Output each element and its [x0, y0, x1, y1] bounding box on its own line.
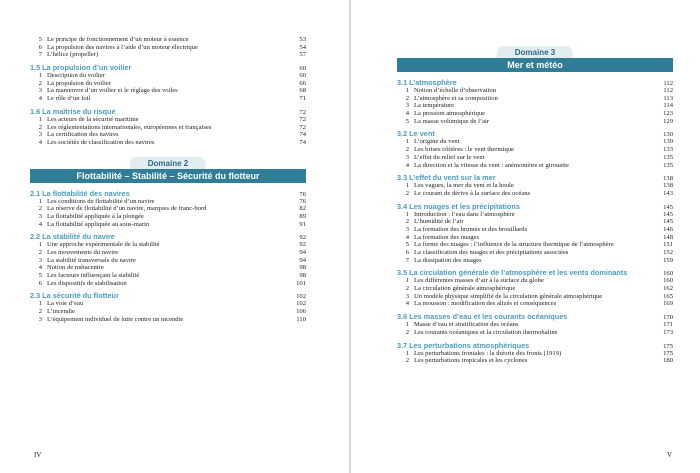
entry-title: La classification des nuages et des précipitations associées	[414, 249, 569, 256]
chapter-heading	[397, 129, 673, 138]
chapter-page: 130	[663, 131, 673, 139]
chapter-heading	[30, 189, 306, 198]
entry-number: 4	[38, 95, 42, 103]
entry-page: 162	[663, 285, 673, 293]
entry-number: 3	[405, 153, 409, 161]
toc-entry	[30, 116, 306, 124]
toc-entry	[397, 257, 673, 265]
entry-title: La réserve de flottabilité d’un navire, marques de franc-bord	[47, 205, 207, 213]
entry-page: 173	[663, 328, 673, 336]
entry-number: 2	[405, 357, 409, 365]
toc-entry	[397, 138, 673, 146]
entry-page: 106	[296, 308, 306, 316]
entry-title: L’origine du vent	[414, 138, 460, 146]
entry-number: 2	[405, 94, 409, 102]
entry-page: 171	[663, 321, 673, 329]
toc-entry	[397, 277, 673, 285]
entry-title: La dissipation des nuages	[414, 256, 482, 264]
chapter-title: 1.6 La maîtrise du risque	[30, 106, 116, 116]
toc-entry	[397, 300, 673, 308]
entry-page: 152	[663, 249, 673, 256]
entry-title: La manœuvre d’un voilier et le réglage des voiles	[47, 87, 178, 95]
domain-tab: Domaine 2	[130, 157, 206, 170]
entry-number: 4	[38, 220, 42, 228]
entry-title: Le rôle d’un foil	[47, 95, 91, 103]
entry-page: 72	[299, 123, 306, 131]
entry-page: 133	[663, 146, 673, 154]
entry-number: 1	[405, 210, 409, 218]
entry-title: La pression atmosphérique	[414, 110, 486, 118]
entry-number: 5	[38, 272, 42, 280]
entry-number: 4	[405, 233, 409, 241]
chapter-page: 60	[299, 65, 306, 73]
entry-page: 74	[299, 131, 306, 139]
entry-title: La flottabilité appliquée au sous-marin	[47, 220, 150, 228]
toc-entry	[30, 95, 306, 103]
entry-title: La stabilité transversale du navire	[47, 256, 136, 264]
entry-page: 82	[299, 205, 306, 213]
entry-page: 54	[299, 43, 306, 51]
entry-title: Notion de métacentre	[47, 264, 104, 272]
entry-page: 123	[663, 110, 673, 118]
entry-page: 175	[663, 349, 673, 357]
entry-title: Introduction : l’eau dans l’atmosphère	[414, 210, 515, 218]
right-page	[351, 0, 700, 473]
entry-number: 1	[38, 300, 42, 308]
entry-title: Le principe de fonctionnement d’un moteur à essence	[47, 36, 189, 43]
toc-entry	[397, 285, 673, 293]
entry-page: 130	[663, 138, 673, 146]
entry-page: 148	[663, 233, 673, 241]
toc-entry	[397, 350, 673, 358]
entry-page: 180	[663, 357, 673, 365]
page-number: V	[666, 451, 672, 459]
chapter-title: 1.5 La propulsion d’un voilier	[30, 63, 132, 73]
entry-number: 2	[38, 79, 42, 87]
toc-entry	[30, 272, 306, 280]
toc-entry	[30, 221, 306, 229]
chapter-page: 175	[663, 342, 673, 350]
toc-entry	[397, 357, 673, 365]
chapter-title: 3.1 L’atmosphère	[397, 78, 457, 87]
entry-title: La voie d’eau	[47, 300, 84, 308]
entry-page: 114	[663, 102, 673, 110]
toc-entry	[397, 329, 673, 337]
chapter-title: 3.4 Les nuages et les précipitations	[397, 201, 520, 211]
entry-title: La certification des navires	[47, 131, 119, 139]
entry-number: 4	[405, 110, 409, 118]
entry-number: 1	[405, 277, 409, 285]
toc-entry	[397, 102, 673, 110]
entry-page: 145	[663, 218, 673, 226]
entry-number: 1	[405, 182, 409, 190]
toc-entry	[30, 280, 306, 288]
toc-entry	[30, 241, 306, 249]
entry-number: 3	[405, 102, 409, 110]
entry-title: Les perturbations frontales : la théorie des fronts (1919)	[414, 349, 562, 357]
entry-page: 110	[296, 315, 306, 323]
toc-entry	[30, 36, 306, 44]
chapter-heading	[397, 341, 673, 350]
toc-entry	[30, 44, 306, 52]
chapter-heading	[30, 291, 306, 300]
entry-number: 1	[38, 241, 42, 249]
toc-entry	[397, 154, 673, 162]
entry-title: La flottabilité appliquée à la plongée	[47, 212, 144, 220]
entry-number: 6	[38, 43, 42, 51]
toc-entry	[30, 124, 306, 132]
chapter-title: 2.1 La flottabilité des navires	[30, 188, 130, 198]
chapter-page: 76	[299, 190, 306, 198]
entry-title: La propulsion des navires à l’aide d’un moteur électrique	[47, 43, 198, 51]
entry-title: Les brises côtières : le vent thermique	[414, 146, 514, 154]
entry-number: 2	[405, 285, 409, 293]
entry-page: 160	[663, 277, 673, 285]
left-page	[0, 0, 349, 473]
entry-title: Les acteurs de la sécurité maritime	[47, 115, 139, 123]
chapter-page: 160	[663, 270, 673, 278]
entry-title: L’atmosphère et sa composition	[414, 94, 498, 102]
domain-title-bar: Mer et météo	[397, 58, 673, 72]
entry-number: 2	[38, 205, 42, 213]
toc-entry	[30, 213, 306, 221]
entry-title: La propulsion du voilier	[47, 79, 111, 87]
entry-title: La mousson : modification des alizés et conséquences	[414, 300, 557, 308]
chapter-page: 102	[296, 293, 306, 301]
entry-page: 98	[299, 272, 306, 280]
chapter-title: 2.3 La sécurité du flotteur	[30, 291, 119, 301]
entry-page: 113	[663, 94, 673, 102]
entry-page: 143	[663, 189, 673, 197]
toc-entry	[397, 293, 673, 301]
entry-page: 74	[299, 138, 306, 146]
toc-entry	[30, 139, 306, 147]
toc-entry	[30, 308, 306, 316]
toc-entry	[397, 190, 673, 198]
entry-title: Les conditions de flottabilité d’un navire	[47, 197, 155, 205]
entry-page: 68	[299, 87, 306, 95]
toc-entry	[397, 118, 673, 126]
chapter-page: 92	[299, 234, 306, 242]
chapter-title: 3.7 Les perturbations atmosphériques	[397, 340, 530, 350]
toc-entry	[397, 110, 673, 118]
chapter-title: 3.2 Le vent	[397, 129, 435, 139]
entry-number: 7	[38, 51, 42, 59]
entry-title: Les réglementations internationales, européennes et françaises	[47, 123, 212, 131]
entry-page: 129	[663, 117, 673, 125]
chapter-page: 138	[663, 175, 673, 183]
entry-number: 3	[38, 131, 42, 139]
toc-entry	[30, 316, 306, 324]
entry-page: 53	[299, 36, 306, 43]
toc-entry	[397, 234, 673, 242]
entry-number: 2	[405, 146, 409, 154]
entry-page: 60	[299, 72, 306, 80]
entry-page: 159	[663, 256, 673, 264]
toc-entry	[397, 321, 673, 329]
chapter-heading	[397, 78, 673, 87]
entry-number: 1	[38, 72, 42, 80]
entry-title: L’effet du relief sur le vent	[414, 153, 485, 161]
entry-page: 135	[663, 161, 673, 169]
entry-page: 101	[296, 279, 306, 287]
chapter-heading	[397, 173, 673, 182]
entry-page: 71	[299, 95, 306, 103]
entry-number: 2	[405, 328, 409, 336]
chapter-page: 72	[299, 108, 306, 116]
toc-entry	[397, 95, 673, 103]
toc-entry	[30, 131, 306, 139]
entry-title: Les facteurs influençant la stabilité	[47, 272, 140, 280]
entry-title: Une approche expérimentale de la stabilité	[47, 241, 160, 249]
entry-page: 112	[663, 87, 673, 94]
entry-title: Les courants océaniques et la circulation thermohaline	[414, 328, 558, 336]
right-toc-column	[397, 36, 673, 365]
entry-title: La forme des nuages : l’influence de la structure thermique de l’atmosphère	[414, 241, 614, 249]
entry-page: 135	[663, 153, 673, 161]
entry-title: La circulation générale atmosphérique	[414, 285, 516, 293]
chapter-title: 3.6 Les masses d’eau et les courants océaniques	[397, 312, 568, 322]
entry-number: 1	[38, 197, 42, 205]
entry-number: 4	[405, 300, 409, 308]
chapter-title: 3.3 L’effet du vent sur la mer	[397, 173, 496, 183]
entry-page: 94	[299, 256, 306, 264]
entry-title: Description du voilier	[47, 72, 105, 80]
toc-entry	[397, 162, 673, 170]
entry-number: 6	[405, 249, 409, 256]
entry-page: 91	[299, 220, 306, 228]
entry-page: 94	[299, 249, 306, 256]
entry-number: 2	[405, 218, 409, 226]
toc-entry	[30, 51, 306, 59]
toc-entry	[30, 80, 306, 88]
toc-entry	[30, 264, 306, 272]
domain-tab: Domaine 3	[497, 46, 573, 59]
toc-entry	[397, 211, 673, 219]
entry-title: Les mouvements du navire	[47, 249, 119, 256]
entry-number: 3	[38, 87, 42, 95]
chapter-heading	[30, 107, 306, 116]
entry-title: L’humidité de l’air	[414, 218, 464, 226]
entry-page: 89	[299, 212, 306, 220]
entry-page: 72	[299, 115, 306, 123]
toc-entry	[397, 87, 673, 95]
entry-title: L’équipement individuel de lutte contre un incendie	[47, 315, 184, 323]
toc-entry	[30, 198, 306, 206]
chapter-title: 2.2 La stabilité du navire	[30, 232, 115, 242]
entry-number: 1	[405, 349, 409, 357]
toc-entry	[30, 205, 306, 213]
entry-number: 3	[405, 225, 409, 233]
toc-entry	[397, 182, 673, 190]
toc-entry	[30, 72, 306, 80]
entry-number: 4	[38, 264, 42, 272]
entry-number: 3	[38, 315, 42, 323]
page-number: IV	[34, 451, 42, 459]
toc-entry	[30, 249, 306, 257]
entry-number: 4	[38, 138, 42, 146]
chapter-page: 170	[663, 314, 673, 322]
entry-page: 92	[299, 241, 306, 249]
entry-page: 138	[663, 182, 673, 190]
entry-title: Le courant de dérive à la surface des océans	[414, 189, 531, 197]
entry-page: 169	[663, 300, 673, 308]
entry-number: 2	[405, 189, 409, 197]
left-toc-column	[30, 36, 306, 324]
entry-title: La formation des brumes et des brouillards	[414, 225, 528, 233]
entry-number: 1	[405, 87, 409, 94]
chapter-page: 112	[663, 80, 673, 87]
chapter-heading	[397, 268, 673, 277]
toc-entry	[397, 226, 673, 234]
entry-page: 57	[299, 51, 306, 59]
entry-number: 2	[38, 123, 42, 131]
toc-entry	[30, 300, 306, 308]
chapter-heading	[30, 63, 306, 72]
entry-title: Les sociétés de classification des navires	[47, 138, 155, 146]
chapter-heading	[397, 312, 673, 321]
entry-number: 3	[38, 212, 42, 220]
toc-entry	[30, 257, 306, 265]
entry-page: 102	[296, 300, 306, 308]
chapter-page: 145	[663, 203, 673, 211]
entry-number: 7	[405, 256, 409, 264]
entry-number: 2	[38, 249, 42, 256]
entry-number: 6	[38, 279, 42, 287]
entry-title: Les vagues, la mer du vent et la houle	[414, 182, 514, 190]
entry-page: 146	[663, 225, 673, 233]
entry-number: 1	[405, 138, 409, 146]
entry-title: Notion d’échelle d’observation	[414, 87, 497, 94]
entry-number: 3	[38, 256, 42, 264]
toc-entry	[30, 87, 306, 95]
entry-number: 3	[405, 292, 409, 300]
domain-title-bar: Flottabilité – Stabilité – Sécurité du flotteur	[30, 169, 306, 183]
entry-number: 1	[38, 115, 42, 123]
entry-title: L’hélice (propeller)	[47, 51, 99, 59]
entry-title: Les dispositifs de stabilisation	[47, 279, 127, 287]
toc-entry	[397, 241, 673, 249]
chapter-heading	[30, 232, 306, 241]
chapter-title: 3.5 La circulation générale de l’atmosphère et les vents dominants	[397, 268, 628, 278]
domain-header	[397, 46, 673, 72]
entry-title: La formation des nuages	[414, 233, 480, 241]
domain-header	[30, 157, 306, 183]
entry-number: 2	[38, 308, 42, 316]
entry-number: 5	[38, 36, 42, 43]
entry-number: 1	[405, 321, 409, 329]
entry-page: 98	[299, 264, 306, 272]
entry-number: 4	[405, 161, 409, 169]
entry-title: Les perturbations tropicales et les cyclones	[414, 357, 528, 365]
chapter-heading	[397, 202, 673, 211]
toc-entry	[397, 249, 673, 257]
entry-title: L’incendie	[47, 308, 75, 316]
entry-title: La température	[414, 102, 455, 110]
toc-entry	[397, 218, 673, 226]
entry-title: La masse volumique de l’air	[414, 117, 490, 125]
entry-title: La direction et la vitesse du vent : anémomètre et girouette	[414, 161, 569, 169]
entry-page: 145	[663, 210, 673, 218]
toc-entry	[397, 146, 673, 154]
entry-page: 76	[299, 197, 306, 205]
entry-page: 66	[299, 79, 306, 87]
entry-title: Masse d’eau et stratification des océans	[414, 321, 519, 329]
entry-number: 5	[405, 117, 409, 125]
entry-number: 5	[405, 241, 409, 249]
entry-page: 165	[663, 292, 673, 300]
entry-title: Un modèle physique simplifié de la circulation générale atmosphérique	[414, 292, 603, 300]
entry-page: 151	[663, 241, 673, 249]
entry-title: Les différentes masses d’air à la surface du globe	[414, 277, 544, 285]
